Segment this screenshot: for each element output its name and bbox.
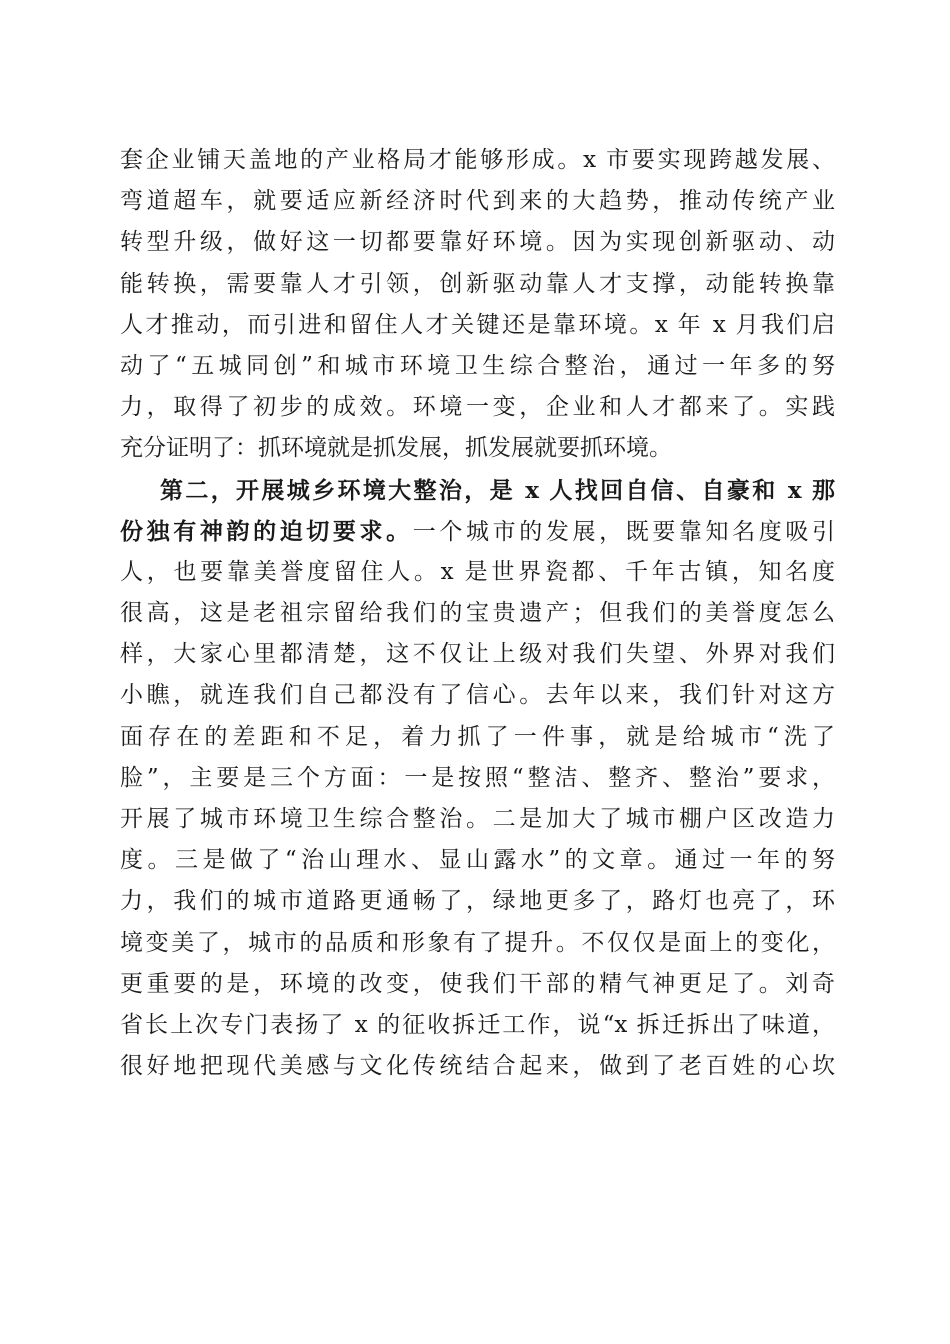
text-line: 转型升级，做好这一切都要靠好环境。因为实现创新驱动、动 [120, 229, 835, 256]
text-line: 力，我们的城市道路更通畅了，绿地更多了，路灯也亮了，环 [120, 888, 835, 915]
text-line: 更重要的是，环境的改变，使我们干部的精气神更足了。刘奇 [120, 970, 835, 997]
text-line: 样，大家心里都清楚，这不仅让上级对我们失望、外界对我们 [120, 641, 835, 668]
text-line: 面存在的差距和不足，着力抓了一件事，就是给城市“洗了 [120, 723, 835, 750]
text-line: 人才推动，而引进和留住人才关键还是靠环境。x 年 x 月我们启 [120, 311, 835, 338]
text-line: 人，也要靠美誉度留住人。x 是世界瓷都、千年古镇，知名度 [120, 558, 835, 585]
text-line: 很高，这是老祖宗留给我们的宝贵遗产；但我们的美誉度怎么 [120, 600, 835, 627]
text-line [120, 511, 835, 552]
paragraph-2 [120, 470, 835, 1088]
text-line: 境变美了，城市的品质和形象有了提升。不仅仅是面上的变化， [120, 929, 835, 956]
text-fragment: 一个城市的发展，既要靠知名度吸引 [412, 518, 836, 545]
text-line: 弯道超车，就要适应新经济时代到来的大趋势，推动传统产业 [120, 188, 835, 215]
body-text [120, 140, 835, 1087]
text-line: 小瞧，就连我们自己都没有了信心。去年以来，我们针对这方 [120, 682, 835, 709]
text-line: 很好地把现代美感与文化传统结合起来，做到了老百姓的心坎 [120, 1053, 835, 1080]
text-line: 脸”，主要是三个方面：一是按照“整洁、整齐、整治”要求， [120, 764, 835, 791]
text-line: 力，取得了初步的成效。环境一变，企业和人才都来了。实践 [120, 394, 835, 421]
text-line: 套企业铺天盖地的产业格局才能够形成。x 市要实现跨越发展、 [120, 147, 835, 173]
text-line: 省长上次专门表扬了 x 的征收拆迁工作，说“x 拆迁拆出了味道， [120, 1011, 835, 1038]
text-line: 能转换，需要靠人才引领，创新驱动靠人才支撑，动能转换靠 [120, 270, 835, 297]
text-line: 度。三是做了“治山理水、显山露水”的文章。通过一年的努 [120, 847, 835, 874]
text-line: 动了“五城同创”和城市环境卫生综合整治，通过一年多的努 [120, 352, 835, 379]
text-line: 开展了城市环境卫生综合整治。二是加大了城市棚户区改造力 [120, 806, 835, 832]
bold-heading-line: 第二，开展城乡环境大整治，是 x 人找回自信、自豪和 x 那 [160, 476, 835, 504]
bold-heading-end: 份独有神韵的迫切要求。 [120, 517, 413, 545]
text-line: 充分证明了：抓环境就是抓发展，抓发展就要抓环境。 [120, 435, 672, 462]
paragraph-1 [120, 140, 835, 470]
